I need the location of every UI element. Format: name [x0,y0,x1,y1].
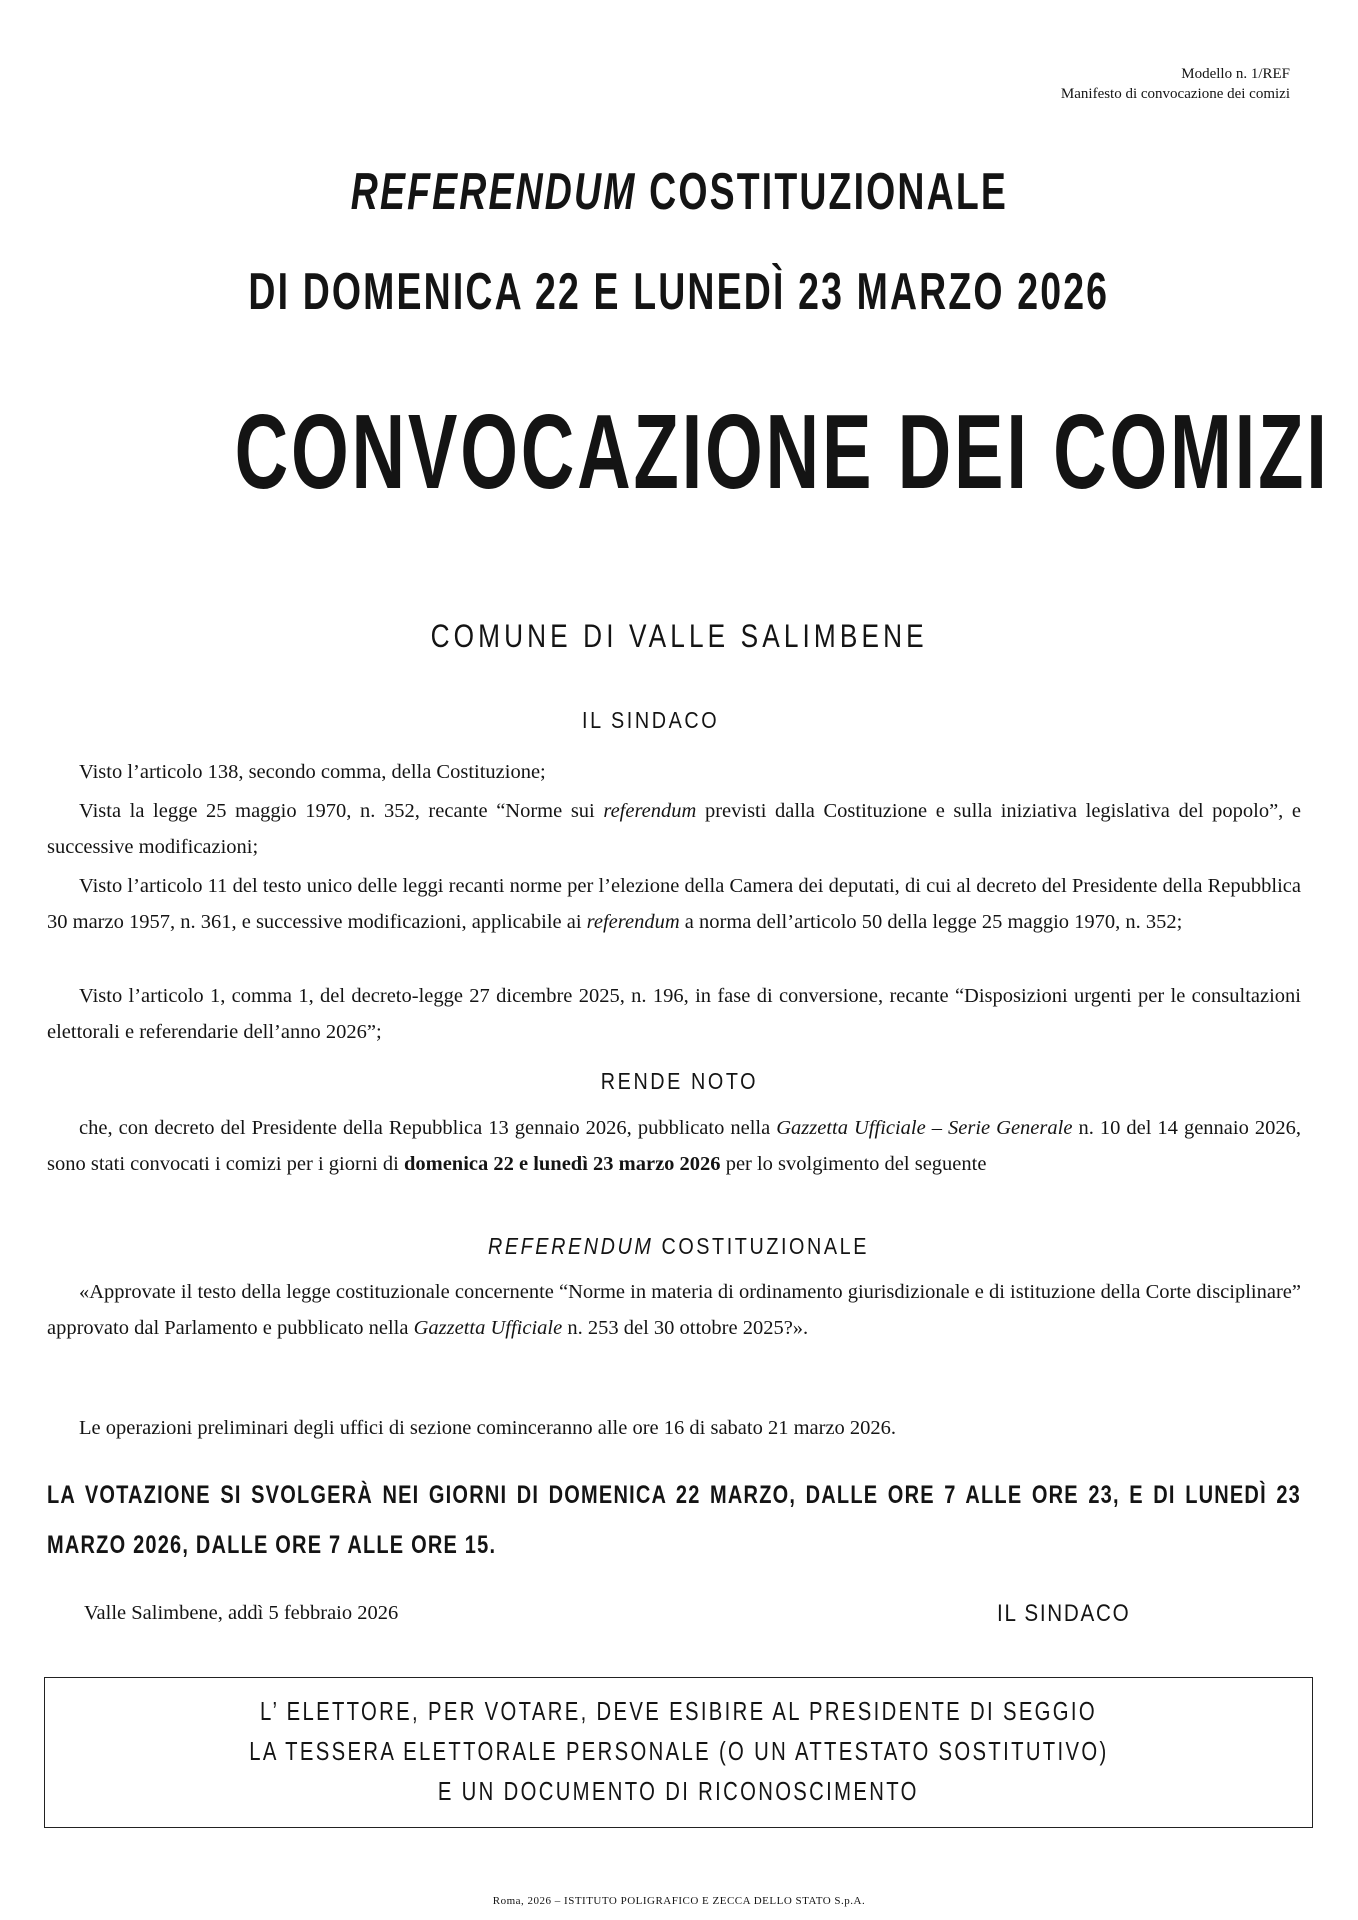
referendum-heading [0,1233,1358,1260]
place-date: Valle Salimbene, addì 5 febbraio 2026 [84,1602,399,1624]
main-title [0,392,1358,513]
paragraph-costituzione-text: Visto l’articolo 138, secondo comma, della Costituzione; [79,761,546,783]
title-referendum-italic: REFERENDUM [350,163,637,221]
paragraph-testo-unico [47,868,1301,940]
voter-notice-line-3 [45,1776,1312,1807]
model-note [1061,64,1290,104]
paragraph-preliminary-text: Le operazioni preliminari degli uffici di sezione cominceranno alle ore 16 di sabato 21 marzo 2026. [79,1417,897,1439]
printer-footer: Roma, 2026 – ISTITUTO POLIGRAFICO E ZECCA DELLO STATO S.p.A. [492,1895,866,1907]
voter-notice-line-1-text: L’ ELETTORE, PER VOTARE, DEVE ESIBIRE AL PRESIDENTE DI SEGGIO [260,1696,1097,1726]
paragraph-decree-part2: n. 10 del 14 gennaio 2026, sono stati convocati i comizi per i giorni di [47,1117,1301,1175]
paragraph-decree-part3: per lo svolgimento del seguente [720,1153,987,1175]
rende-noto-text: RENDE NOTO [600,1068,758,1094]
paragraph-decree-part1: che, con decreto del Presidente della Repubblica 13 gennaio 2026, pubblicato nella [79,1117,777,1139]
voting-schedule [47,1470,1301,1570]
voter-notice-line-2 [45,1736,1312,1767]
paragraph-testo-unico-italic: referendum [586,911,680,933]
voter-notice-box [44,1677,1313,1828]
sindaco-signature [997,1600,1152,1628]
referendum-question-part1: «Approvate il testo della legge costituzionale concernente “Norme in materia di ordinamento giurisdizionale e di istituzione della Corte disciplinare” approvato dal Parlamento e pubblicato nella [47,1281,1301,1339]
paragraph-costituzione [47,754,1301,790]
title-costituzionale: COSTITUZIONALE [636,163,1008,221]
rende-noto-heading [0,1068,1358,1095]
voter-notice-line-3-text: E UN DOCUMENTO DI RICONOSCIMENTO [438,1776,919,1806]
paragraph-decree [47,1110,1301,1182]
paragraph-legge-1970-part1: Vista la legge 25 maggio 1970, n. 352, recante “Norme sui [79,800,604,822]
referendum-heading-rest: COSTITUZIONALE [653,1233,870,1259]
title-referendum [0,162,1358,222]
main-title-text: CONVOCAZIONE DEI COMIZI [234,393,1330,511]
paragraph-decreto-legge [47,978,1301,1050]
voting-schedule-text: LA VOTAZIONE SI SVOLGERÀ NEI GIORNI DI DOMENICA 22 MARZO, DALLE ORE 7 ALLE ORE 23, E DI LUNEDÌ 23 MARZO 2026, DALLE ORE 7 ALLE ORE 15. [47,1481,1301,1559]
comune-heading [0,618,1358,655]
paragraph-legge-1970 [47,793,1301,865]
voter-notice-line-2-text: LA TESSERA ELETTORALE PERSONALE (O UN ATTESTATO SOSTITUTIVO) [248,1736,1109,1766]
paragraph-decree-dates: domenica 22 e lunedì 23 marzo 2026 [403,1153,721,1175]
sindaco-signature-text: IL SINDACO [997,1600,1131,1627]
voter-notice-line-1 [45,1696,1312,1727]
referendum-question-gazzetta: Gazzetta Ufficiale [413,1317,563,1339]
model-description: Manifesto di convocazione dei comizi [1060,86,1290,102]
sindaco-heading-text: IL SINDACO [582,707,720,733]
paragraph-decreto-legge-text: Visto l’articolo 1, comma 1, del decreto-legge 27 dicembre 2025, n. 196, in fase di conversione, recante “Disposizioni urgenti per le consultazioni elettorali e referendarie dell’anno 2026”; [47,985,1301,1043]
paragraph-preliminary [47,1410,1301,1446]
comune-name: COMUNE DI VALLE SALIMBENE [430,618,928,654]
paragraph-legge-1970-italic: referendum [603,800,697,822]
paragraph-testo-unico-part2: a norma dell’articolo 50 della legge 25 maggio 1970, n. 352; [679,911,1183,933]
paragraph-decree-gazzetta: Gazzetta Ufficiale – Serie Generale [776,1117,1073,1139]
model-number: Modello n. 1/REF [1181,66,1290,82]
referendum-heading-italic: REFERENDUM [488,1233,654,1259]
sindaco-heading [582,707,742,734]
paragraph-legge-1970-part2: previsti dalla Costituzione e sulla iniziativa legislativa del popolo”, e successive modificazioni; [47,800,1301,858]
title-dates [0,262,1358,322]
paragraph-testo-unico-part1: Visto l’articolo 11 del testo unico delle leggi recanti norme per l’elezione della Camera dei deputati, di cui al decreto del Presidente della Repubblica 30 marzo 1957, n. 361, e successive modificazioni, applicabile ai [47,875,1301,933]
referendum-question [47,1274,1301,1346]
title-dates-text: DI DOMENICA 22 E LUNEDÌ 23 MARZO 2026 [248,263,1110,321]
referendum-question-part2: n. 253 del 30 ottobre 2025?». [562,1317,809,1339]
